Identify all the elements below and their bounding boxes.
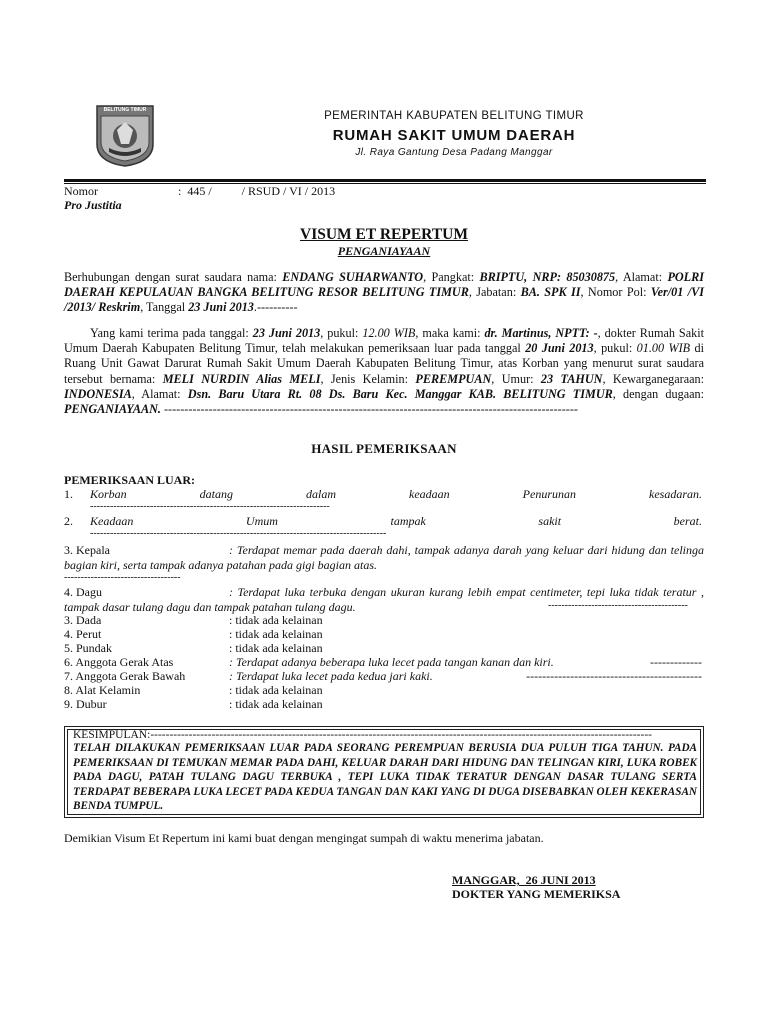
item4-text: : Terdapat luka terbuka dengan ukuran kurang lebih empat centimeter, tepi luka tidak teratur , tampak dasar tulang dagu dan tampak patahan tulang dagu. [64,585,704,614]
para1-run: BA. SPK II [520,285,581,300]
para2-run: MELI NURDIN Alias MELI [162,371,321,386]
para2-run: Yang kami terima pada tanggal: [90,326,253,340]
finding-label: 8. Alat Kelamin [64,683,141,697]
finding-row [64,697,704,711]
exam-heading: PEMERIKSAAN LUAR: [64,473,196,487]
para2-run: dr. Martinus, NPTT: - [484,326,598,340]
item3-dashes: ----------------------------------- [64,572,181,583]
para2-run: , dengan dugaan: [612,386,704,401]
para1-run: , Nomor Pol: [580,285,651,300]
para1-run: , Alamat: [615,270,668,284]
item2-dashes: ----------------------------------------------------------------------------------------- [90,528,387,539]
para2-run: PEREMPUAN [415,371,492,386]
para2-run: 23 Juni 2013 [252,326,321,340]
finding-value: : tidak ada kelainan [229,697,323,711]
finding-dashes: -------------------------------------------- [526,669,702,683]
para1-run: Berhubungan dengan surat saudara nama: [64,270,283,284]
para2-run: , pukul: [320,326,363,340]
signature-place-date: MANGGAR, 26 JUNI 2013 [452,873,596,887]
pro-justitia: Pro Justitia [64,198,122,212]
para1-run: .---------- [253,300,298,315]
item3-label: 3. Kepala [64,543,110,557]
finding-value: : tidak ada kelainan [229,613,323,627]
para2-run: Dsn. Baru Utara Rt. 08 Ds. Baru Kec. Manggar KAB. BELITUNG TIMUR [187,386,613,401]
finding-label: 4. Perut [64,627,102,641]
para2-run: 01.00 WIB [636,341,691,356]
para2-run: 23 TAHUN [540,371,603,386]
para1-run: , Jabatan: [468,285,521,300]
finding-row [64,641,704,655]
para2-run: , Alamat: [131,386,188,401]
finding-value: : Terdapat adanya beberapa luka lecet pada tangan kanan dan kiri. [229,655,554,669]
finding-label: 6. Anggota Gerak Atas [64,655,174,669]
finding-value: : Terdapat luka lecet pada kedua jari kaki. [229,669,433,683]
conclusion-label-line: KESIMPULAN:----------------------------------------------------------------------------------------------------------------------------------- [73,729,652,741]
finding-row [64,669,704,683]
para1-run: , Tanggal [140,300,189,315]
document-subtitle: PENGANIAYAAN [337,244,431,258]
conclusion-text: TELAH DILAKUKAN PEMERIKSAAN LUAR PADA SEORANG PEREMPUAN BERUSIA DUA PULUH TIGA TAHUN. PADA PEMERIKSAAN DI TEMUKAN MEMAR PADA DAHI, KELUAR DARAH DARI HIDUNG DAN TELINGAN KIRI, LUKA ROBEK PADA DAGU, PATAH TULANG DAGU TERBUKA , TEPI LUKA TIDAK TERATUR DENGAN DASAR TULANG SERTA TERDAPAT BEBERAPA LUKA LECET PADA KEDUA TANGAN DAN KAKI YANG DI DUGA DISEBABKAN OLEH KEKERASAN BENDA TUMPUL. [73,742,697,813]
findings-list [64,613,704,711]
document-title: VISUM ET REPERTUM [300,226,468,243]
para1-run: 23 Juni 2013 [188,300,254,315]
finding-label: 3. Dada [64,613,102,627]
para2-run: ------------------------------------------------------------------------------------------------------ [160,402,578,417]
finding-value: : tidak ada kelainan [229,683,323,697]
item1-text: Korban datang dalam keadaan Penurunan kesadaran. [90,487,702,501]
hospital-name: RUMAH SAKIT UMUM DAERAH [332,127,576,144]
para2-run: 12.00 WIB [362,326,416,340]
item4-label: 4. Dagu [64,585,102,599]
para2-run: 20 Juni 2013 [525,341,594,356]
para1-run: POLRI DAERAH KEPULAUAN BANGKA BELITUNG RESOR BELITUNG TIMUR [64,270,704,300]
finding-dashes: ------------- [650,655,702,669]
hospital-address: Jl. Raya Gantung Desa Padang Manggar [355,147,553,158]
examination-paragraph [64,326,704,417]
para1-run: BRIPTU, NRP: 85030875 [479,270,616,284]
para2-run: , Jenis Kelamin: [320,371,416,386]
para1-run: Ver/01 /VI /2013/ Reskrim [64,285,704,315]
government-name: PEMERINTAH KABUPATEN BELITUNG TIMUR [324,110,584,122]
intro-paragraph [64,270,704,316]
nomor-label: Nomor [64,184,98,198]
finding-value: : tidak ada kelainan [229,641,323,655]
section-title: HASIL PEMERIKSAAN [311,441,457,456]
item1-number: 1. [64,487,73,501]
conclusion-box [64,726,704,818]
closing-statement: Demikian Visum Et Repertum ini kami buat dengan mengingat sumpah di waktu menerima jabatan. [64,831,544,845]
emblem-text: BELITUNG TIMUR [103,107,147,113]
item2-text: Keadaan Umum tampak sakit berat. [90,514,702,528]
finding-label: 9. Dubur [64,697,107,711]
finding-label: 5. Pundak [64,641,112,655]
conclusion-label: KESIMPULAN [73,729,148,741]
header-rule-thin [64,183,706,184]
para2-run: , pukul: [593,341,637,356]
para2-run: di Ruang Unit Gawat Darurat Rumah Sakit Umum Daerah Kabupaten Belitung Timur, atas Korban yang menurut surat saudara tersebut bernama: [64,341,705,386]
para1-run: , Pangkat: [423,270,480,284]
nomor-value: : 445 / / RSUD / VI / 2013 [178,184,336,198]
signature-role: DOKTER YANG MEMERIKSA [452,887,621,901]
para2-run: PENGANIAYAAN. [64,402,161,417]
item1-dashes: ------------------------------------------------------------------------ [90,501,330,512]
finding-row [64,613,704,627]
finding-label: 7. Anggota Gerak Bawah [64,669,186,683]
item3-text: : Terdapat memar pada daerah dahi, tampak adanya darah yang keluar dari hidung dan telinga bagian kiri, serta tampak adanya patahan pada gigi bagian atas. [64,543,704,572]
para2-run: , maka kami: [415,326,485,340]
header-rule-thick [64,179,706,182]
para2-run: , dokter Rumah Sakit Umum Daerah Kabupaten Belitung Timur, telah melakukan pemeriksaan luar pada tanggal [64,326,704,356]
para2-run: INDONESIA [64,386,132,401]
finding-row [64,655,704,669]
regency-emblem [95,104,155,168]
finding-value: : tidak ada kelainan [229,627,323,641]
para2-run: , Kewarganegaraan: [602,371,705,386]
item4-dashes: ------------------------------------------ [548,600,688,611]
item2-number: 2. [64,514,73,528]
finding-row [64,627,704,641]
para2-run: , Umur: [491,371,541,386]
para1-run: ENDANG SUHARWANTO [282,270,424,284]
finding-row [64,683,704,697]
